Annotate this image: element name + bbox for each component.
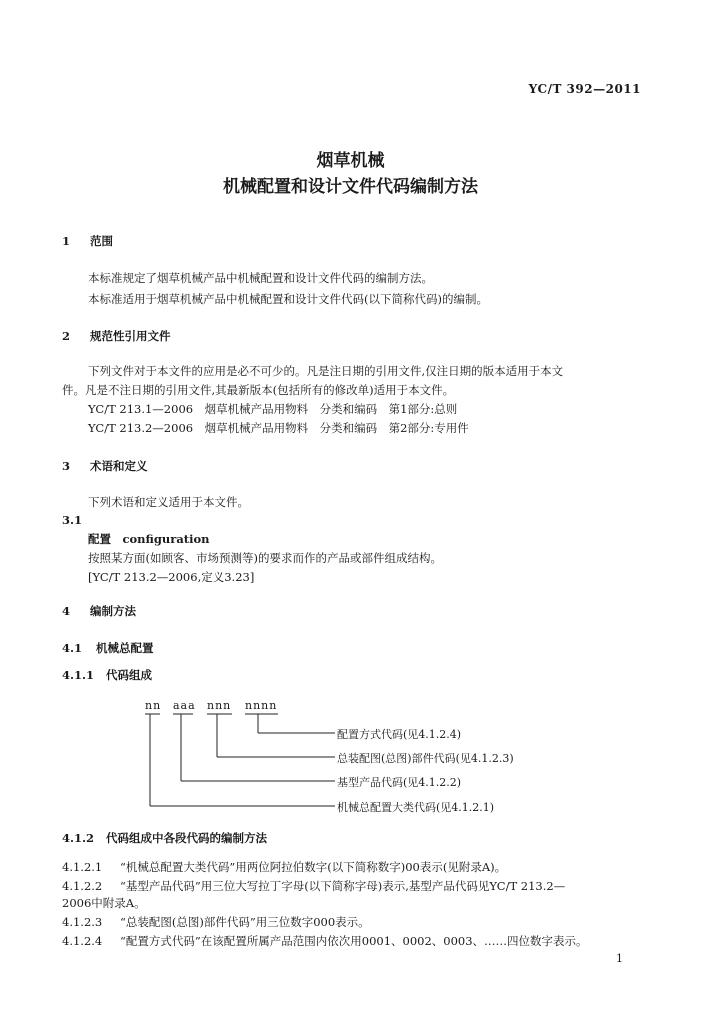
clause-item: [62, 933, 588, 949]
page-number: 1: [616, 952, 623, 965]
section-title: 规范性引用文件: [90, 329, 171, 343]
clause-text: “基型产品代码”用三位大写拉丁字母(以下简称字母)表示,基型产品代码见YC/T 213.2—: [120, 879, 566, 893]
code-segment-nnnn: nnnn: [245, 699, 278, 712]
definition: 按照某方面(如顾客、市场预测等)的要求而作的产品或部件组成结构。: [88, 551, 442, 565]
section-number: 3: [62, 459, 71, 473]
code-segment-nnn: nnn: [207, 699, 232, 712]
diagram-label-category: 机械总配置大类代码(见4.1.2.1): [337, 801, 495, 814]
section-title: 术语和定义: [90, 459, 148, 473]
section-number: 2: [62, 329, 71, 343]
standard-number: YC/T 392—2011: [528, 82, 641, 96]
paragraph: 本标准规定了烟草机械产品中机械配置和设计文件代码的编制方法。: [88, 271, 433, 285]
clause-text: “总装配图(总图)部件代码”用三位数字000表示。: [120, 915, 370, 929]
clause-continuation: 2006中附录A。: [62, 896, 146, 910]
code-segment-nn: nn: [145, 699, 162, 712]
paragraph: 件。凡是不注日期的引用文件,其最新版本(包括所有的修改单)适用于本文件。: [62, 383, 455, 397]
reference-item: YC/T 213.2—2006 烟草机械产品用物料 分类和编码 第2部分:专用件: [88, 421, 469, 435]
section-title: 范围: [90, 234, 113, 248]
paragraph: 下列文件对于本文件的应用是必不可少的。凡是注日期的引用文件,仅注日期的版本适用于本文: [88, 364, 564, 378]
clause-item: [62, 878, 565, 894]
section-title: 机械总配置: [96, 641, 154, 655]
diagram-label-config-mode: 配置方式代码(见4.1.2.4): [337, 728, 462, 741]
clause-number: 4.1.2.2: [62, 879, 103, 893]
section-number: 4.1: [62, 641, 83, 655]
document-title-line2: 机械配置和设计文件代码编制方法: [223, 177, 478, 197]
section-title: 代码组成: [106, 668, 152, 682]
definition-source: [YC/T 213.2—2006,定义3.23]: [88, 570, 255, 584]
clause-number: 4.1.2.4: [62, 934, 103, 948]
clause-item: [62, 914, 370, 930]
section-number: 4: [62, 604, 71, 618]
section-number: 4.1.2: [62, 831, 95, 845]
subsection-number: 3.1: [62, 513, 83, 527]
code-segment-aaa: aaa: [173, 699, 196, 712]
section-number: 4.1.1: [62, 668, 95, 682]
clause-text: “配置方式代码”在该配置所属产品范围内依次用0001、0002、0003、……四位数字表示。: [120, 934, 588, 948]
clause-number: 4.1.2.1: [62, 860, 103, 874]
subsection-4-1-2-heading: [62, 830, 267, 846]
term: 配置 configuration: [88, 532, 210, 546]
section-number: 1: [62, 234, 71, 248]
document-title-line1: 烟草机械: [316, 151, 385, 171]
diagram-label-assembly-drawing: 总装配图(总图)部件代码(见4.1.2.3): [337, 752, 514, 765]
section-title: 编制方法: [90, 604, 136, 618]
paragraph: 下列术语和定义适用于本文件。: [88, 495, 249, 509]
clause-text: “机械总配置大类代码”用两位阿拉伯数字(以下简称数字)00表示(见附录A)。: [120, 860, 507, 874]
paragraph: 本标准适用于烟草机械产品中机械配置和设计文件代码(以下简称代码)的编制。: [88, 292, 488, 306]
section-title: 代码组成中各段代码的编制方法: [106, 831, 267, 845]
clause-item: [62, 859, 506, 875]
reference-item: YC/T 213.1—2006 烟草机械产品用物料 分类和编码 第1部分:总则: [88, 402, 458, 416]
diagram-label-base-product: 基型产品代码(见4.1.2.2): [337, 776, 462, 789]
clause-number: 4.1.2.3: [62, 915, 103, 929]
